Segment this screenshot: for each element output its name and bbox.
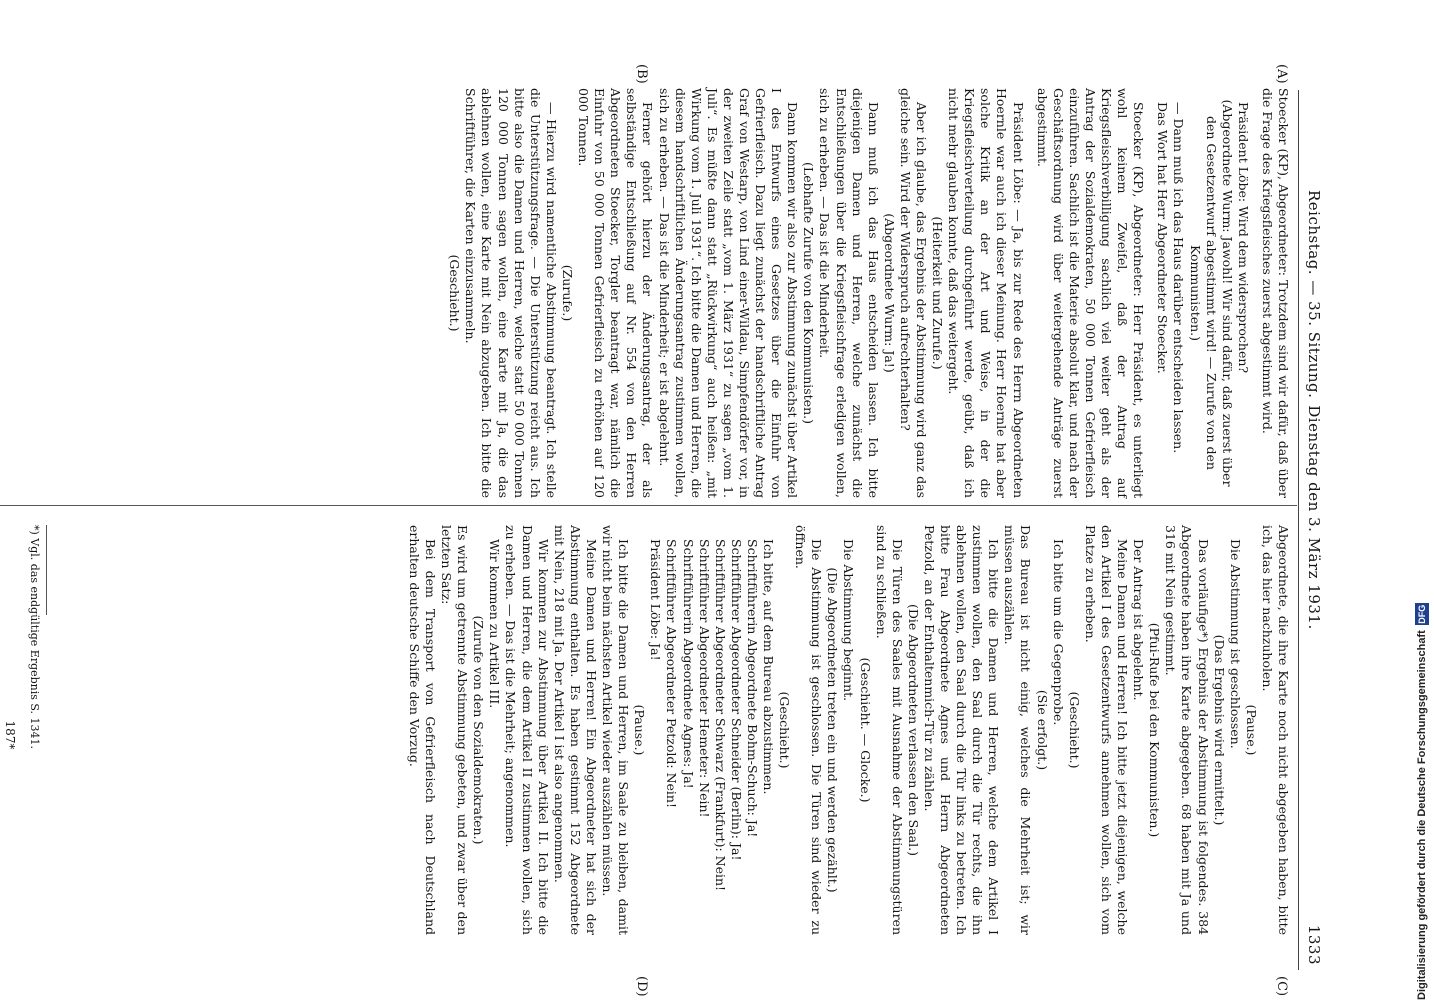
left-column-paragraph: (Abgeordnete Wurm: Jawohl! Wir sind dafür, daß zuerst über den Gesetzentwurf abgestimmt wird! — Zurufe von den Kommunisten.) [1187, 99, 1235, 487]
right-column-paragraph: (Das Ergebnis wird ermittelt.) [1211, 634, 1227, 826]
left-column-paragraph: (Abgeordnete Wurm: Ja!) [881, 213, 897, 373]
left-column-paragraph: (Zurufe.) [559, 264, 575, 322]
header-page-number: 1333 [1305, 924, 1323, 965]
left-column-spacer [1026, 88, 1034, 498]
header-date: Dienstag den 3. März 1931. [1305, 405, 1323, 630]
right-column-paragraph: (Pause.) [632, 704, 648, 756]
right-column-paragraph: Wir kommen zur Abstimmung über Artikel II. Ich bitte die Damen und Herren, die dem Artikel II zustimmen wollen, sich zu erheben. — Das ist die Mehrheit; angenommen. [503, 525, 551, 935]
left-column [446, 88, 1291, 498]
left-column-paragraph: (Heiterkeit und Zurufe.) [930, 216, 946, 370]
right-column-paragraph: Ich bitte die Damen und Herren, welche dem Artikel I zustimmen wollen, den Saal durch die Tür rechts, die ihn ablehnen wollen, den Saal durch die Tür links zu betreten. Ich bitte Frau Abgeordnete Agnes und Herrn Abgeordneten Petzold, an der Enthaltenmich-Tür zu zählen. [921, 525, 1002, 935]
right-column-paragraph: Ich bitte um die Gegenprobe. [1050, 539, 1066, 726]
right-column-paragraph: Bei dem Transport von Gefrierfleisch nach Deutschland erhalten deutsche Schiffe den Vorzug. [406, 525, 439, 935]
left-column-paragraph: Aber ich glaube, das Ergebnis der Abstimmung wird ganz das gleiche sein. Wird der Widerspruch aufrechterhalten? [897, 88, 930, 498]
header-rule [1298, 90, 1299, 970]
left-column-paragraph: Dann muß ich das Haus entscheiden lassen. Ich bitte diejenigen Damen und Herren, welche zunächst die Entschließungen über die Kriegsfleischfrage erledigen wollen, sich zu erheben. — Das ist die Minderheit. [817, 88, 881, 498]
running-head [1299, 70, 1327, 965]
right-column-paragraph: Schriftführer Abgeordneter Schneider (Berlin): Ja! [728, 539, 744, 861]
right-column-paragraph: (Geschieht.) [777, 691, 793, 769]
right-column-paragraph: Präsident Löbe: Ja! [648, 539, 664, 661]
right-column-paragraph: Schriftführer Abgeordneter Schwarz (Frankfurt): Nein! [712, 539, 728, 892]
right-column-paragraph: (Die Abgeordneten treten ein und werden gezählt.) [825, 567, 841, 893]
left-column-spacer [1251, 88, 1259, 498]
margin-marker-b: (B) [634, 64, 649, 84]
dfg-logo-icon: DFG [1417, 604, 1427, 624]
margin-marker-c: (C) [1274, 976, 1289, 997]
left-column-paragraph: — Dann muß ich das Haus darüber entscheiden lassen. [1171, 102, 1187, 454]
right-column-paragraph: Abgeordnete, die ihre Karte noch nicht abgegeben haben, bitte ich, das hier nachzuholen. [1259, 525, 1291, 935]
right-column-paragraph: Die Türen des Saales mit Ausnahme der Abstimmungstüren sind zu schließen. [873, 525, 905, 935]
digitization-credit [1415, 603, 1429, 1000]
page-signature: 187* [3, 720, 17, 750]
right-column-paragraph: Das Bureau ist nicht einig, welches die Mehrheit ist; wir müssen auszählen. [1002, 525, 1034, 935]
left-column-paragraph: (Geschieht.) [447, 254, 463, 332]
left-column-spacer [1146, 88, 1154, 498]
right-column-paragraph: (Pause.) [1243, 704, 1259, 756]
left-column-paragraph: Ferner gehört hierzu der Änderungsantrag, der als selbständige Entschließung auf Nr. 554 von den Herren Abgeordneten Stoecker, Torgler beantragt war, nämlich die Einfuhr von 50 000 Tonnen Gefrierfleisch zu erhöhen auf 120 000 Tonnen. [576, 88, 656, 498]
credit-text: Digitalisierung gefördert durch die Deutsche Forschungsgemeinschaft [1416, 630, 1428, 1000]
right-column-paragraph: (Geschieht.) [1066, 691, 1082, 769]
left-column-paragraph: Präsident Löbe: — Ja, bis zur Rede des Herrn Abgeordneten Hoernle war auch ich dieser Meinung. Herr Hoernle hat aber solche Kritik an der Art und Weise, in der die Kriegsfleischverteilung durchgeführt werde, geübt, daß ich nicht mehr glauben konnte, daß das weitergeht. [946, 88, 1026, 498]
right-column-paragraph: Schriftführer Abgeordneter Hemeter: Nein! [696, 539, 712, 818]
right-column-paragraph: Meine Damen und Herren! Ein Abgeordneter hat sich der Abstimmung enthalten. Es haben gestimmt 152 Abgeordnete mit Nein, 218 mit Ja. Der Artikel I ist also angenommen. [551, 525, 599, 935]
left-column-paragraph: — Hierzu wird namentliche Abstimmung beantragt. Ich stelle die Unterstützungsfrage. — Die Unterstützung reicht aus. Ich bitte also die Damen und Herren, welche statt 50 000 Tonnen 120 000 Tonnen sagen wollen, eine Karte mit Ja, die das ablehnen wollen, eine Karte mit Nein abzugeben. Ich bitte die Schriftführer, die Karten einzusammeln. [463, 88, 559, 498]
left-column-paragraph: (Lebhafte Zurufe von den Kommunisten.) [801, 162, 817, 424]
footnote: *) Vgl. das endgültige Ergebnis S. 1341. [28, 525, 41, 750]
right-column-paragraph: (Geschieht. — Glocke.) [857, 657, 873, 803]
left-column-paragraph: Stoecker (KP), Abgeordneter: Trotzdem sind wir dafür, daß über die Frage des Kriegsfleisches zuerst abgestimmt wird. [1259, 88, 1291, 498]
left-column-paragraph: Präsident Löbe: Wird dem widersprochen? [1235, 102, 1251, 374]
right-column-paragraph: Die Abstimmung beginnt. [841, 539, 857, 702]
left-column-paragraph: Stoecker (KP), Abgeordneter: Herr Präsident, es unterliegt wohl keinem Zweifel, daß der Antrag auf Kriegsfleischverbilligung sachlich viel weiter geht als der Antrag der Sozialdemokraten, 50 000 Tonnen Gefrierfleisch einzuführen. Sachlich ist die Materie absolut klar, und nach der Geschäftsordnung wird über weitergehende Anträge zuerst abgestimmt. [1034, 88, 1147, 498]
right-column-paragraph: Die Abstimmung ist geschlossen. [1227, 539, 1243, 749]
right-column-paragraph: Schriftführerin Abgeordnete Agnes: Ja! [680, 539, 696, 789]
right-column-paragraph: Der Antrag ist abgelehnt. [1131, 539, 1147, 701]
right-column-paragraph: (Sie erfolgt.) [1034, 689, 1050, 771]
right-column-paragraph: Das vorläufige*) Ergebnis der Abstimmung ist folgendes. 384 Abgeordnete haben ihre Karte abgegeben. 68 haben mit Ja und 316 mit Nein gestimmt. [1163, 525, 1211, 935]
header-session: Reichstag. — 35. Sitzung. [1305, 190, 1323, 399]
right-column-paragraph: Es wird um getrennte Abstimmung gebeten, und zwar über den letzten Satz: [439, 525, 471, 935]
margin-marker-d: (D) [634, 976, 649, 997]
margin-marker-a: (A) [1274, 64, 1289, 84]
right-column-paragraph: Ich bitte die Damen und Herren, im Saale zu bleiben, damit wir nicht beim nächsten Artikel wieder auszählen müssen. [600, 525, 632, 935]
right-column-paragraph: Die Abstimmung ist geschlossen. Die Türen sind wieder zu öffnen. [793, 525, 825, 935]
right-column-paragraph: Schriftführer Abgeordneter Petzold: Nein! [664, 539, 680, 809]
right-column-paragraph: Schriftführerin Abgeordnete Bohm-Schuch: Ja! [744, 539, 760, 838]
right-column-paragraph: (Zurufe von den Sozialdemokraten.) [471, 615, 487, 845]
left-column-paragraph: Das Wort hat Herr Abgeordneter Stoecker. [1155, 102, 1171, 374]
column-divider [0, 505, 1297, 506]
right-column-paragraph: Wir kommen zu Artikel III. [487, 539, 503, 709]
left-column-paragraph: Dann kommen wir also zur Abstimmung zunächst über Artikel I des Entwurfs eines Gesetzes über die Einfuhr von Gefrierfleisch. Dazu liegt zunächst der handschriftliche Antrag Graf von Westarp, von Lind einer-Wildau, Simpfendörfer vor, in der zweiten Zeile statt „vom 1. März 1931“ zu sagen „vom 1. Juli“. Es müßte dann statt „Rückwirkung“ auch heißen: „mit Wirkung vom 1. Juli 1931“. Ich bitte die Damen und Herren, die diesem handschriftlichen Änderungsantrag zustimmen wollen, sich zu erheben. — Das ist die Minderheit; er ist abgelehnt. [656, 88, 801, 498]
right-column-paragraph: (Pfui-Rufe bei den Kommunisten.) [1147, 622, 1163, 838]
right-column-paragraph: Meine Damen und Herren! Ich bitte jetzt diejenigen, welche den Artikel I des Gesetzentwurfs annehmen wollen, sich vom Platze zu erheben. [1082, 525, 1131, 935]
right-column [406, 525, 1291, 935]
right-column-paragraph: Ich bitte, auf dem Bureau abzustimmen. [761, 539, 776, 795]
footnote-rule [46, 525, 47, 615]
right-column-paragraph: (Die Abgeordneten verlassen den Saal.) [905, 604, 921, 856]
